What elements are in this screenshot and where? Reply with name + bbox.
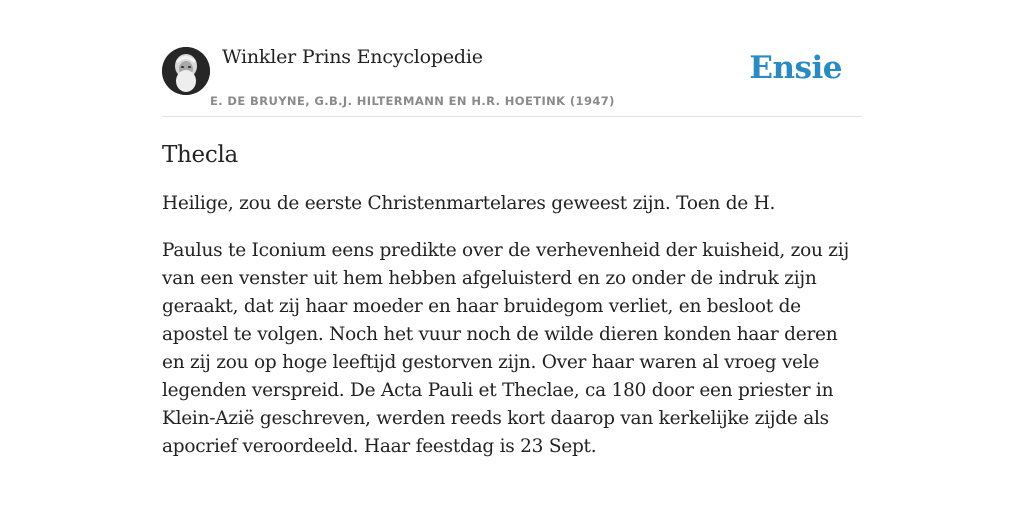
- entry-paragraph: Paulus te Iconium eens predikte over de verhevenheid der kuisheid, zou zij van een venster uit hem hebben afgeluisterd en zo onder de indruk zijn geraakt, dat zij haar moeder en haar bruidegom verliet, en besloot de apostel te volgen. Noch het vuur noch de wilde dieren konden haar deren en zij zou op hoge leeftijd gestorven zijn. Over haar waren al vroeg vele legenden verspreid. De Acta Pauli et Theclae, ca 180 door een priester in Klein-Azië geschreven, werden reeds kort daarop van kerkelijke zijde als apocrief veroordeeld. Haar feestdag is 23 Sept.: [162, 240, 849, 457]
- author-portrait-image: [162, 47, 210, 95]
- source-title[interactable]: Winkler Prins Encyclopedie: [222, 46, 483, 68]
- source-header: [162, 46, 862, 117]
- ensie-logo[interactable]: Ensie: [749, 50, 842, 86]
- article-page: [162, 46, 862, 461]
- author-avatar[interactable]: [162, 47, 210, 95]
- source-authors: E. DE BRUYNE, G.B.J. HILTERMANN EN H.R. HOETINK (1947): [210, 94, 615, 108]
- entry-title: Thecla: [162, 142, 238, 168]
- entry-paragraph: Heilige, zou de eerste Christenmartelares geweest zijn. Toen de H.: [162, 193, 776, 214]
